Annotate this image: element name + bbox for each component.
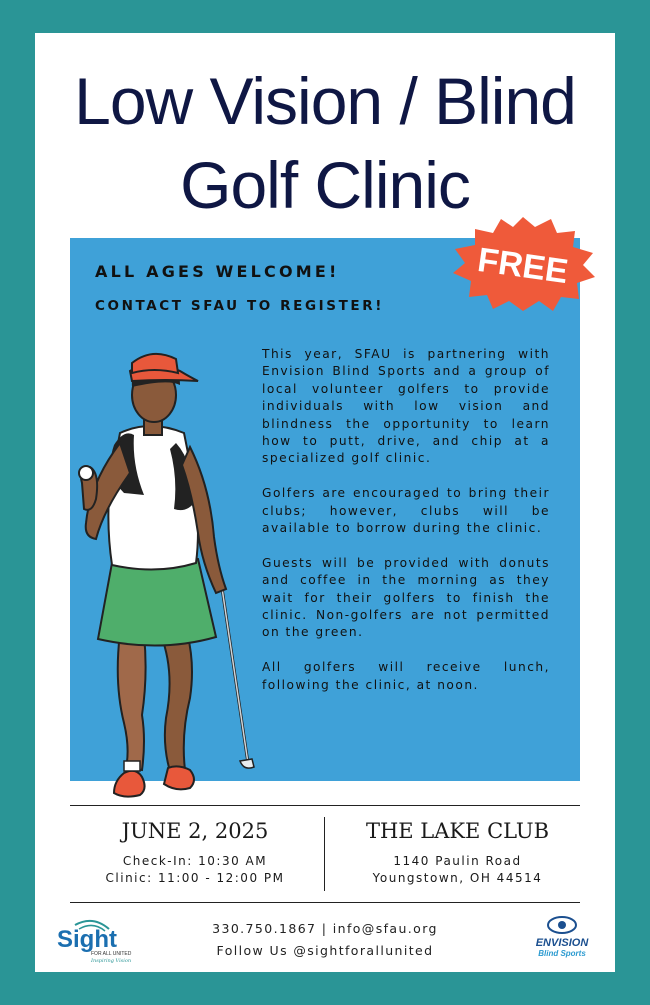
venue-address-line-2: Youngstown, OH 44514	[372, 871, 543, 885]
free-badge-text: FREE	[475, 240, 571, 292]
all-ages-heading: ALL AGES WELCOME!	[95, 262, 340, 281]
divider-bottom	[70, 902, 580, 903]
svg-text:ENVISION: ENVISION	[535, 937, 589, 949]
golfer-illustration	[40, 343, 255, 798]
flyer-title-line-2: Golf Clinic	[180, 148, 470, 222]
description-paragraph: Golfers are encouraged to bring their clubs; however, clubs will be available to borrow during the clinic.	[262, 486, 550, 536]
svg-text:FOR ALL UNITED: FOR ALL UNITED	[91, 951, 132, 957]
description-paragraph: All golfers will receive lunch, following the clinic, at noon.	[262, 660, 550, 692]
sight-for-all-united-logo	[55, 917, 150, 965]
social-line: Follow Us @sightforallunited	[216, 943, 434, 958]
checkin-time: Check-In: 10:30 AM	[122, 854, 268, 868]
svg-text:Inspiring Vision: Inspiring Vision	[91, 958, 132, 964]
event-date: JUNE 2, 2025	[121, 819, 269, 843]
clinic-description	[262, 346, 550, 711]
register-heading: CONTACT SFAU TO REGISTER!	[95, 298, 385, 314]
svg-text:Sight: Sight	[57, 926, 117, 953]
venue-address-line-1: 1140 Paulin Road	[393, 854, 522, 868]
clinic-time: Clinic: 11:00 - 12:00 PM	[105, 871, 285, 885]
envision-blind-sports-logo	[525, 913, 600, 969]
svg-text:Blind Sports: Blind Sports	[538, 949, 586, 958]
divider-vertical	[324, 817, 325, 891]
flyer-card	[35, 33, 615, 972]
starburst-icon	[447, 213, 599, 315]
flyer-title-line-1: Low Vision / Blind	[74, 64, 576, 138]
free-badge	[447, 213, 599, 315]
venue-name: THE LAKE CLUB	[365, 819, 550, 843]
description-paragraph: Guests will be provided with donuts and coffee in the morning as they wait for their golfers to finish the clinic. Non-golfers are not permitted on the green.	[262, 555, 550, 640]
description-paragraph: This year, SFAU is partnering with Envision Blind Sports and a group of local volunteer golfers to provide individuals with low vision and blindness the opportunity to learn how to putt, drive, and chip at a specialized golf clinic.	[262, 347, 550, 466]
divider-top	[70, 805, 580, 806]
contact-line: 330.750.1867 | info@sfau.org	[212, 921, 438, 936]
